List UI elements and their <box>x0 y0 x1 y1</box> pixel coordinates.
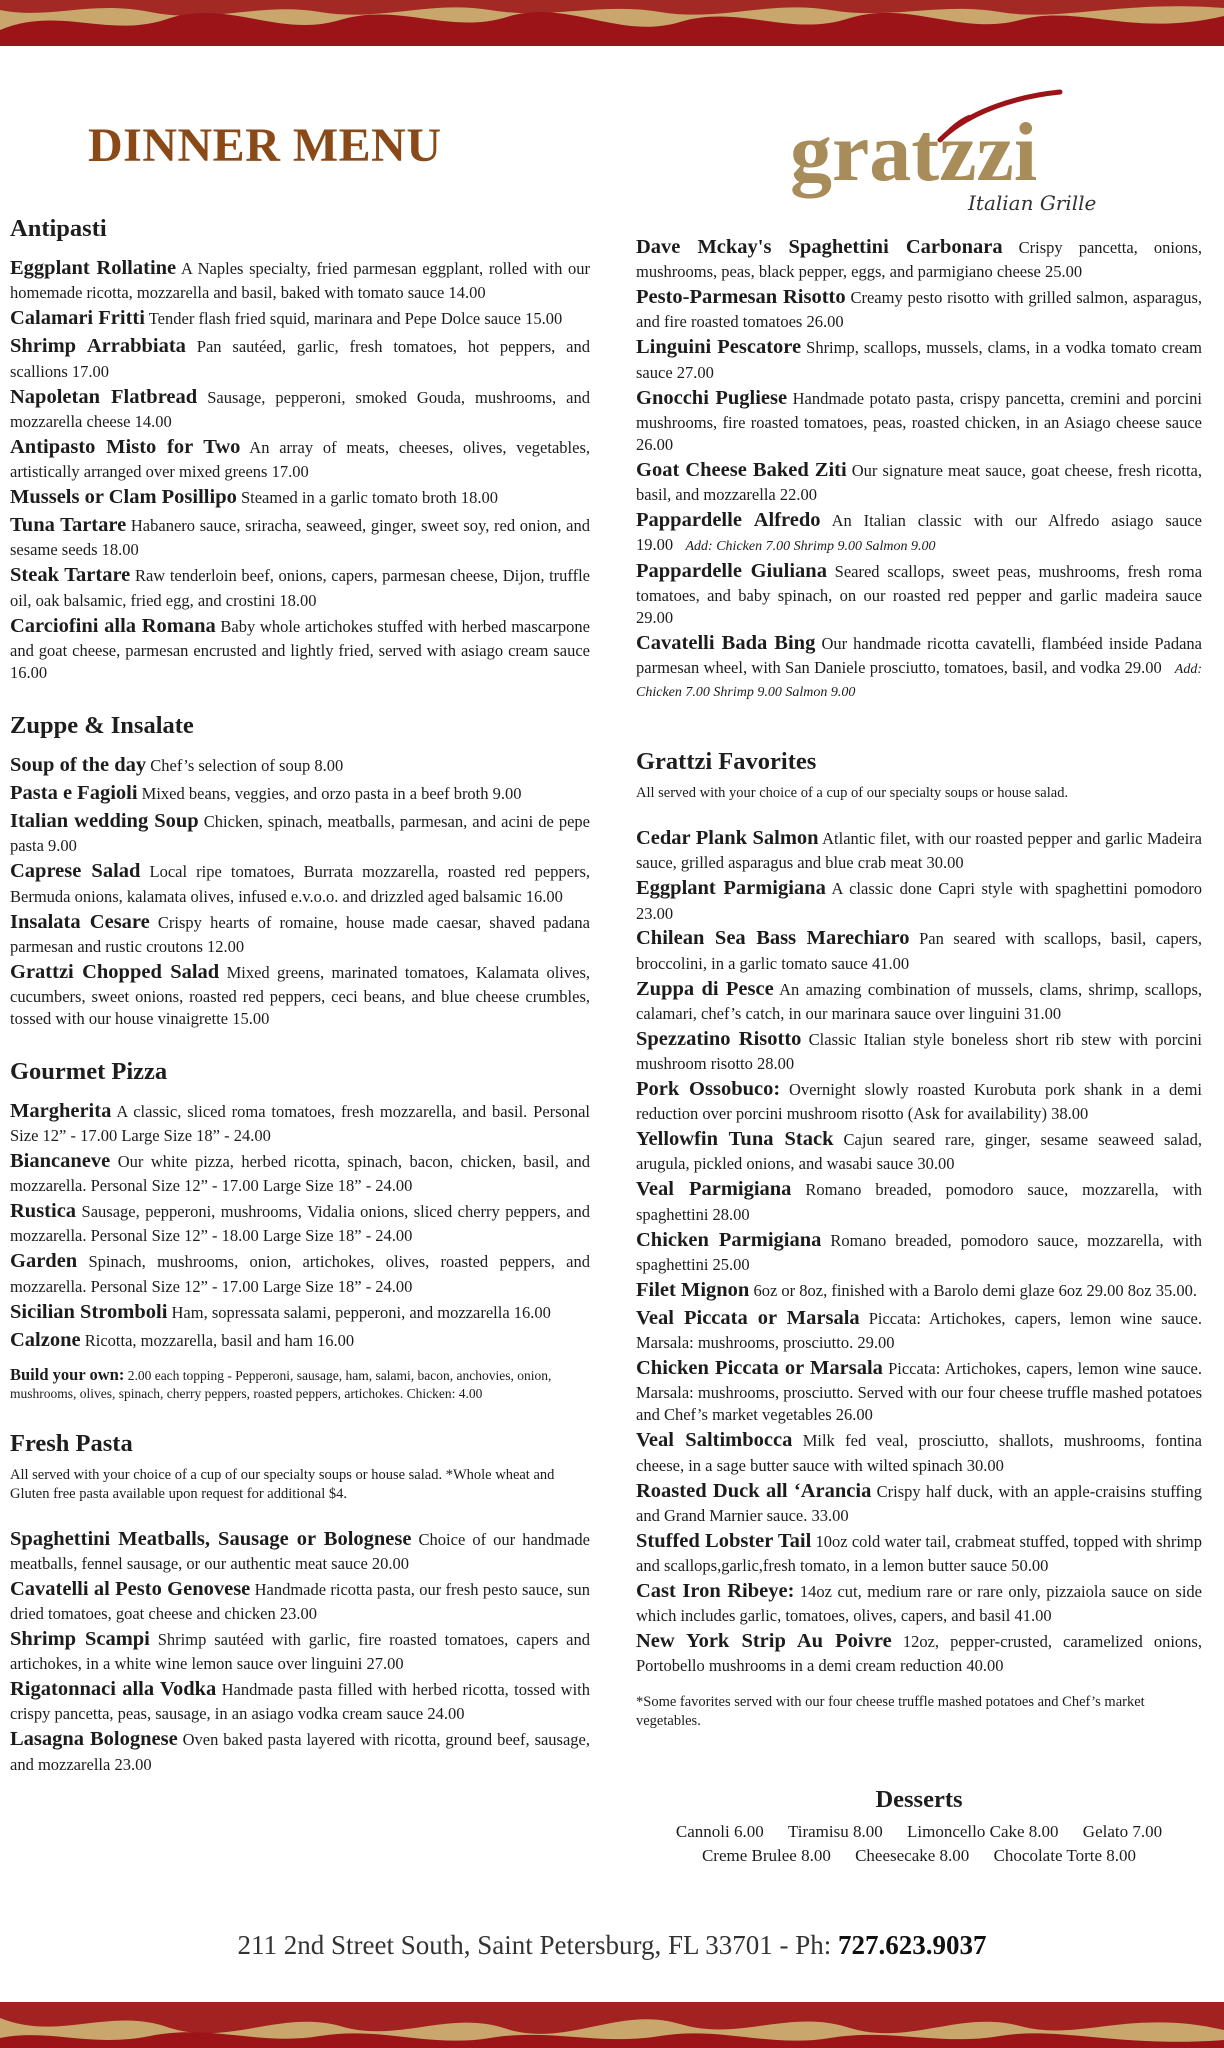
menu-item: Pappardelle Alfredo An Italian classic with our Alfredo asiago sauce 19.00 Add: Chicken 7.00 Shrimp 9.00 Salmon 9.00 <box>636 508 1202 555</box>
svg-text:gratzzi: gratzzi <box>790 106 1038 199</box>
menu-item: Gnocchi Pugliese Handmade potato pasta, crispy pancetta, cremini and porcini mushrooms, fire roasted tomatoes, peas, roasted chicken, in an Asiago cheese sauce 26.00 <box>636 386 1203 454</box>
menu-item: Napoletan Flatbread Sausage, pepperoni, smoked Gouda, mushrooms, and mozzarella cheese 14.00 <box>10 385 591 431</box>
menu-item: Caprese Salad Local ripe tomatoes, Burrata mozzarella, roasted red peppers, Bermuda onions, kalamata olives, infused e.v.o.o. and drizzled aged balsamic 16.00 <box>10 860 591 906</box>
favorites-note: All served with your choice of a cup of our specialty soups or house salad. <box>636 785 1069 802</box>
dessert-item: Cannoli 6.00 <box>675 1821 764 1841</box>
menu-item: Stuffed Lobster Tail 10oz cold water tail, crabmeat stuffed, topped with shrimp and scallops,garlic,fresh tomato, in a lemon butter sauce 50.00 <box>636 1529 1202 1575</box>
page-title: DINNER MENU <box>88 119 442 172</box>
pasta-note: All served with your choice of a cup of our specialty soups or house salad. *Whole wheat and Gluten free pasta available upon request for additional $4. <box>10 1466 555 1502</box>
address-text: 211 2nd Street South, Saint Petersburg, FL 33701 - Ph: <box>237 1930 838 1960</box>
menu-item: Pasta e Fagioli Mixed beans, veggies, and orzo pasta in a beef broth 9.00 <box>10 781 522 804</box>
menu-item: Garden Spinach, mushrooms, onion, artichokes, olives, roasted peppers, and mozzarella. Personal Size 12” - 17.00 Large Size 18” - 24.00 <box>10 1250 591 1296</box>
menu-item: Insalata Cesare Crispy hearts of romaine, house made caesar, shaved padana parmesan and rustic croutons 12.00 <box>10 910 590 956</box>
menu-item: Cedar Plank Salmon Atlantic filet, with our roasted pepper and garlic Madeira sauce, grilled asparagus and blue crab meat 30.00 <box>636 827 1202 873</box>
desserts-section <box>636 1787 1202 1868</box>
menu-item: Calamari Fritti Tender flash fried squid, marinara and Pepe Dolce sauce 15.00 <box>10 307 563 330</box>
menu-item: Veal Parmigiana Romano breaded, pomodoro sauce, mozzarella, with spaghettini 28.00 <box>636 1178 1202 1224</box>
left-column <box>10 216 590 1777</box>
menu-item: Margherita A classic, sliced roma tomatoes, fresh mozzarella, and basil. Personal Size 12” - 17.00 Large Size 18” - 24.00 <box>10 1099 591 1145</box>
build-your-own: Build your own: 2.00 each topping - Pepperoni, sausage, ham, salami, bacon, anchovies, onion, mushrooms, olives, spinach, cherry peppers, roasted peppers, artichokes. Chicken: 4.00 <box>10 1365 552 1402</box>
menu-item: Cavatelli al Pesto Genovese Handmade ricotta pasta, our fresh pesto sauce, sun dried tomatoes, goat cheese and chicken 23.00 <box>10 1577 591 1624</box>
menu-item: Rustica Sausage, pepperoni, mushrooms, Vidalia onions, sliced cherry peppers, and mozzarella. Personal Size 12” - 18.00 Large Size 18” - 24.00 <box>10 1200 590 1246</box>
bottom-decorative-band <box>0 2002 1224 2048</box>
antipasti-list <box>10 255 590 684</box>
menu-item: Goat Cheese Baked Ziti Our signature meat sauce, goat cheese, fresh ricotta, basil, and mozzarella 22.00 <box>636 458 1202 504</box>
menu-item: Calzone Ricotta, mozzarella, basil and ham 16.00 <box>10 1328 355 1351</box>
menu-item: Spezzatino Risotto Classic Italian style boneless short rib stew with porcini mushroom risotto 28.00 <box>636 1027 1203 1074</box>
menu-item: Tuna Tartare Habanero sauce, sriracha, seaweed, ginger, sweet soy, red onion, and sesame seeds 18.00 <box>10 514 590 560</box>
menu-item: Chicken Parmigiana Romano breaded, pomodoro sauce, mozzarella, with spaghettini 25.00 <box>636 1228 1202 1274</box>
menu-item: Veal Piccata or Marsala Piccata: Artichokes, capers, lemon wine sauce. Marsala: mushrooms, prosciutto. 29.00 <box>636 1307 1203 1353</box>
menu-item: Eggplant Parmigiana A classic done Capri style with spaghettini pomodoro 23.00 <box>636 877 1202 923</box>
menu-item: Yellowfin Tuna Stack Cajun seared rare, ginger, sesame seaweed salad, arugula, pickled onions, and wasabi sauce 30.00 <box>636 1128 1203 1174</box>
zuppe-title: Zuppe & Insalate <box>10 711 194 739</box>
menu-item: New York Strip Au Poivre 12oz, pepper-crusted, caramelized onions, Portobello mushrooms in a demi cream reduction 40.00 <box>636 1630 1202 1676</box>
zuppe-list <box>10 752 590 1030</box>
menu-item: Veal Saltimbocca Milk fed veal, prosciutto, shallots, mushrooms, fontina cheese, in a sage butter sauce with wilted spinach 30.00 <box>636 1429 1203 1475</box>
svg-text:Italian Grille: Italian Grille <box>968 191 1097 215</box>
antipasti-title: Antipasti <box>10 215 107 242</box>
menu-item: Biancaneve Our white pizza, herbed ricotta, spinach, bacon, chicken, basil, and mozzarella. Personal Size 12” - 17.00 Large Size 18” - 24.00 <box>10 1149 591 1196</box>
pizza-list <box>10 1098 590 1354</box>
menu-item: Chicken Piccata or Marsala Piccata: Artichokes, capers, lemon wine sauce. Marsala: mushrooms, prosciutto. Served with our four cheese truffle mashed potatoes and Chef’s market vegetables 26.00 <box>636 1357 1203 1425</box>
favorites-list <box>636 825 1202 1677</box>
menu-item: Soup of the day Chef’s selection of soup 8.00 <box>10 753 344 776</box>
menu-item: Cavatelli Bada Bing Our handmade ricotta cavatelli, flambéed inside Padana parmesan wheel, with San Daniele prosciutto, tomatoes, basil, and vodka 29.00 Add: Chicken 7.00 Shrimp 9.00 Salmon 9.00 <box>636 631 1203 700</box>
dessert-item: Gelato 7.00 <box>1082 1821 1163 1841</box>
menu-item: Mussels or Clam Posillipo Steamed in a garlic tomato broth 18.00 <box>10 485 499 508</box>
menu-item: Roasted Duck all ‘Arancia Crispy half duck, with an apple-craisins stuffing and Grand Marnier sauce. 33.00 <box>636 1479 1202 1525</box>
menu-item: Grattzi Chopped Salad Mixed greens, marinated tomatoes, Kalamata olives, cucumbers, sweet onions, roasted red peppers, ceci beans, and blue cheese crumbles, tossed with our house vinaigrette 15.00 <box>10 960 591 1028</box>
footer-address <box>0 1930 1224 1961</box>
menu-item: Cast Iron Ribeye: 14oz cut, medium rare or rare only, pizzaiola sauce on side which includes garlic, tomatoes, olives, capers, and basil 41.00 <box>636 1579 1202 1626</box>
menu-item: Sicilian Stromboli Ham, sopressata salami, pepperoni, and mozzarella 16.00 <box>10 1300 551 1323</box>
restaurant-logo <box>790 88 1110 216</box>
desserts-line-2 <box>636 1844 1202 1868</box>
favorites-title: Grattzi Favorites <box>636 748 817 776</box>
menu-item: Zuppa di Pesce An amazing combination of mussels, clams, shrimp, scallops, calamari, chef’s catch, in our marinara sauce over linguini 31.00 <box>636 977 1202 1023</box>
menu-item: Shrimp Arrabbiata Pan sautéed, garlic, fresh tomatoes, hot peppers, and scallions 17.00 <box>10 335 591 381</box>
menu-item: Rigatonnaci alla Vodka Handmade pasta filled with herbed ricotta, tossed with crispy pancetta, peas, sausage, in an asiago vodka cream sauce 24.00 <box>10 1678 590 1724</box>
dessert-item: Tiramisu 8.00 <box>787 1821 883 1841</box>
menu-item: Dave Mckay's Spaghettini Carbonara Crispy pancetta, onions, mushrooms, peas, black pepper, eggs, and parmigiano cheese 25.00 <box>636 236 1202 282</box>
phone-number: 727.623.9037 <box>838 1930 987 1960</box>
dessert-item: Chocolate Torte 8.00 <box>993 1845 1137 1865</box>
menu-item: Steak Tartare Raw tenderloin beef, onions, capers, parmesan cheese, Dijon, truffle oil, oak balsamic, fried egg, and crostini 18.00 <box>10 564 591 610</box>
menu-item: Pappardelle Giuliana Seared scallops, sweet peas, mushrooms, fresh roma tomatoes, and baby spinach, on our roasted red pepper and garlic madeira sauce 29.00 <box>636 559 1203 627</box>
menu-item: Chilean Sea Bass Marechiaro Pan seared with scallops, basil, capers, broccolini, in a garlic tomato sauce 41.00 <box>636 927 1203 973</box>
desserts-title: Desserts <box>875 1785 963 1813</box>
menu-item: Spaghettini Meatballs, Sausage or Bolognese Choice of our handmade meatballs, fennel sausage, or our authentic meat sauce 20.00 <box>10 1527 590 1573</box>
pasta-continued-list <box>636 234 1202 702</box>
menu-item: Pork Ossobuco: Overnight slowly roasted Kurobuta pork shank in a demi reduction over porcini mushroom risotto (Ask for availability) 38.00 <box>636 1078 1203 1124</box>
menu-item: Shrimp Scampi Shrimp sautéed with garlic, fire roasted tomatoes, capers and artichokes, in a white wine lemon sauce over linguini 27.00 <box>10 1627 590 1674</box>
favorites-footnote: *Some favorites served with our four cheese truffle mashed potatoes and Chef’s market vegetables. <box>636 1694 1145 1730</box>
dessert-item: Limoncello Cake 8.00 <box>906 1821 1059 1841</box>
pasta-title: Fresh Pasta <box>10 1429 133 1457</box>
menu-item: Linguini Pescatore Shrimp, scallops, mussels, clams, in a vodka tomato cream sauce 27.00 <box>636 336 1202 382</box>
menu-item: Lasagna Bolognese Oven baked pasta layered with ricotta, ground beef, sausage, and mozzarella 23.00 <box>10 1728 591 1774</box>
menu-item: Italian wedding Soup Chicken, spinach, meatballs, parmesan, and acini de pepe pasta 9.00 <box>10 810 591 856</box>
menu-item: Filet Mignon 6oz or 8oz, finished with a Barolo demi glaze 6oz 29.00 8oz 35.00. <box>636 1278 1197 1301</box>
dessert-item: Cheesecake 8.00 <box>855 1845 970 1865</box>
menu-item: Carciofini alla Romana Baby whole artichokes stuffed with herbed mascarpone and goat cheese, parmesan encrusted and lightly fried, served with asiago cream sauce 16.00 <box>10 614 591 682</box>
menu-item: Pesto-Parmesan Risotto Creamy pesto risotto with grilled salmon, asparagus, and fire roasted tomatoes 26.00 <box>636 286 1203 332</box>
pasta-list <box>10 1526 590 1776</box>
pizza-title: Gourmet Pizza <box>10 1057 168 1085</box>
top-decorative-band <box>0 0 1224 46</box>
right-column <box>636 234 1202 1868</box>
menu-item: Eggplant Rollatine A Naples specialty, fried parmesan eggplant, rolled with our homemade ricotta, mozzarella and basil, baked with tomato sauce 14.00 <box>10 256 591 303</box>
menu-item: Antipasto Misto for Two An array of meats, cheeses, olives, vegetables, artistically arranged over mixed greens 17.00 <box>10 435 590 481</box>
dessert-item: Creme Brulee 8.00 <box>701 1845 831 1865</box>
desserts-line-1 <box>636 1820 1202 1844</box>
